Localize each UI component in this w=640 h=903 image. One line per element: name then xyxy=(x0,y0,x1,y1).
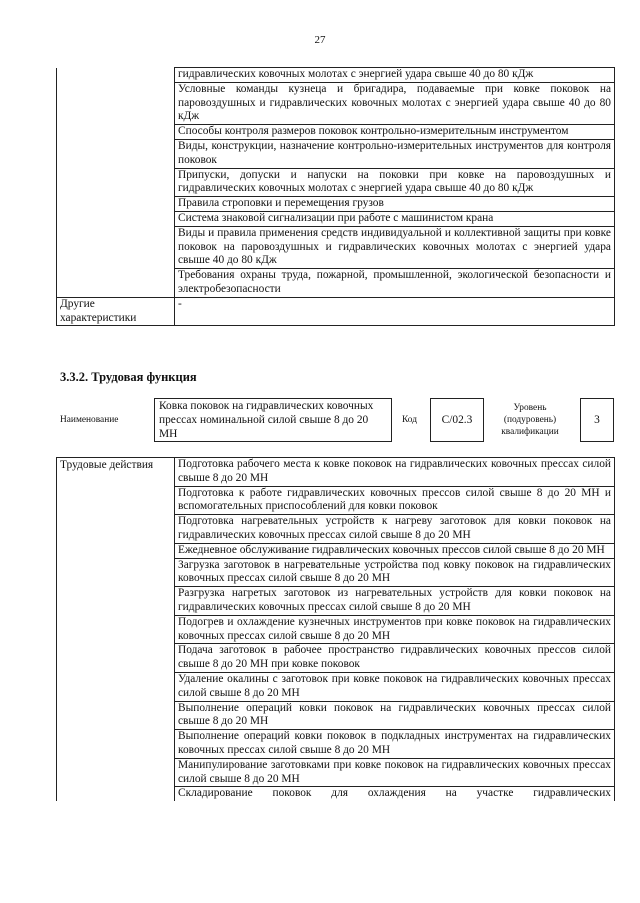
table-row xyxy=(57,458,615,487)
labor-action-item: Подготовка к работе гидравлических ковочных прессов силой свыше 8 до 20 МН и вспомогательных приспособлений для ковки поковок xyxy=(175,486,615,515)
table-row xyxy=(57,68,615,83)
function-code-box: С/02.3 xyxy=(430,398,484,442)
other-characteristics-label: Другие характеристики xyxy=(57,297,175,326)
function-name-box: Ковка поковок на гидравлических ковочных прессах номинальной силой свыше 8 до 20 МН xyxy=(154,398,392,442)
labor-actions-label: Трудовые действия xyxy=(57,458,175,802)
page-number: 27 xyxy=(314,34,326,46)
labor-action-item: Подача заготовок в рабочее пространство гидравлических ковочных прессов силой свыше 8 до 20 МН при ковке поковок xyxy=(175,644,615,673)
labor-action-item: Ежедневное обслуживание гидравлических ковочных прессов силой свыше 8 до 20 МН xyxy=(175,543,615,558)
knowledge-table xyxy=(56,67,615,326)
labor-action-item: Разгрузка нагретых заготовок из нагревательных устройств для ковки поковок на гидравлических ковочных прессах силой свыше 8 до 20 МН xyxy=(175,587,615,616)
labor-action-item: Манипулирование заготовками при ковке поковок на гидравлических ковочных прессах силой свыше 8 до 20 МН xyxy=(175,758,615,787)
other-characteristics-value: - xyxy=(175,297,615,326)
labor-action-item: Загрузка заготовок в нагревательные устройства под ковку поковок на гидравлических ковочных прессах силой свыше 8 до 20 МН xyxy=(175,558,615,587)
knowledge-item: Правила строповки и перемещения грузов xyxy=(175,197,615,212)
knowledge-item: Условные команды кузнеца и бригадира, подаваемые при ковке поковок на паровоздушных и гидравлических ковочных молотах с энергией удара свыше 40 до 80 кДж xyxy=(175,82,615,124)
qualification-level-box: 3 xyxy=(580,398,614,442)
knowledge-label-cell xyxy=(57,68,175,298)
qualification-level-label: Уровень (подуровень) квалификации xyxy=(501,403,559,437)
labor-action-item: Удаление окалины с заготовок при ковке поковок на гидравлических ковочных прессах силой свыше 8 до 20 МН xyxy=(175,672,615,701)
knowledge-item: гидравлических ковочных молотах с энергией удара свыше 40 до 80 кДж xyxy=(175,68,615,83)
knowledge-item: Припуски, допуски и напуски на поковки при ковке на паровоздушных и гидравлических ковочных молотах с энергией удара свыше 40 до 80 кДж xyxy=(175,168,615,197)
knowledge-item: Виды, конструкции, назначение контрольно-измерительных инструментов для контроля поковок xyxy=(175,139,615,168)
table-row xyxy=(57,297,615,326)
labor-action-item: Подготовка нагревательных устройств к нагреву заготовок для ковки поковок на гидравлических ковочных прессах силой свыше 8 до 20 МН xyxy=(175,515,615,544)
labor-action-item: Выполнение операций ковки поковок на гидравлических ковочных прессах силой свыше 8 до 20 МН xyxy=(175,701,615,730)
knowledge-item: Виды и правила применения средств индивидуальной и коллективной защиты при ковке поковок на паровоздушных и гидравлических ковочных молотах с энергией удара свыше 40 до 80 кДж xyxy=(175,226,615,268)
labor-action-item: Складирование поковок для охлаждения на участке гидравлических xyxy=(175,787,615,801)
knowledge-item: Способы контроля размеров поковок контрольно-измерительным инструментом xyxy=(175,125,615,140)
knowledge-item: Требования охраны труда, пожарной, промышленной, экологической безопасности и электробезопасности xyxy=(175,269,615,298)
labor-action-item: Подогрев и охлаждение кузнечных инструментов при ковке поковок на гидравлических ковочных прессах силой свыше 8 до 20 МН xyxy=(175,615,615,644)
labor-action-item: Подготовка рабочего места к ковке поковок на гидравлических ковочных прессах силой свыше 8 до 20 МН xyxy=(175,458,615,487)
name-label: Наименование xyxy=(60,415,119,425)
code-label: Код xyxy=(402,415,417,425)
labor-actions-table xyxy=(56,457,615,801)
knowledge-item: Система знаковой сигнализации при работе с машинистом крана xyxy=(175,211,615,226)
labor-action-item: Выполнение операций ковки поковок в подкладных инструментах на гидравлических ковочных прессах силой свыше 8 до 20 МН xyxy=(175,730,615,759)
section-heading: 3.3.2. Трудовая функция xyxy=(60,370,197,384)
